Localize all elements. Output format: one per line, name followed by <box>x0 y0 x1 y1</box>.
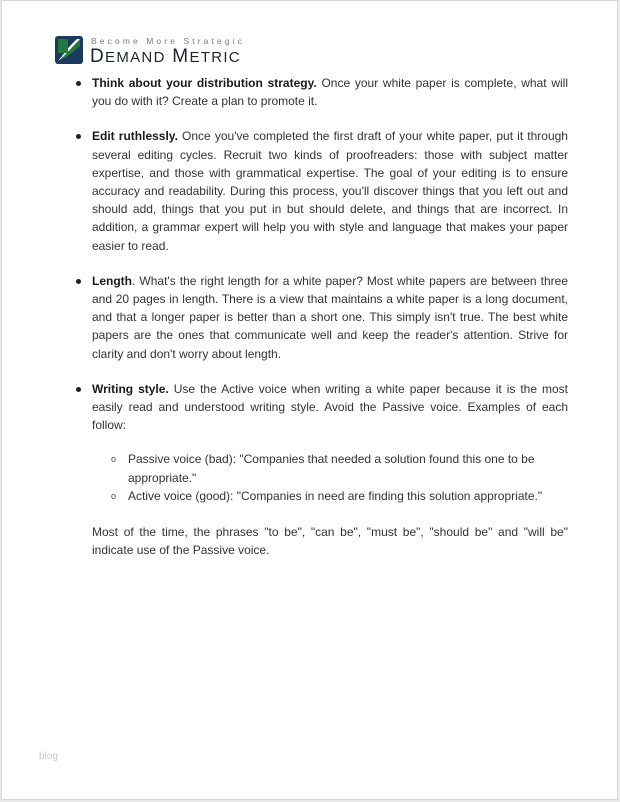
bullet-title: Edit ruthlessly. <box>92 129 178 144</box>
brand-second-rest: ETRIC <box>189 49 241 66</box>
bullet-item-distribution <box>92 74 568 110</box>
bullet-title: Length <box>92 273 132 288</box>
document-body <box>92 74 568 559</box>
document-page <box>1 0 618 800</box>
bullet-text: . What's the right length for a white paper? Most white papers are between three and 20 pages in length. There is a view that maintains a white paper is a long document, and that a longer paper is better than a short one. This simply isn't true. The best white papers are the ones that communicate well and keep the reader's attention. Strive for clarity and don't worry about length. <box>92 273 568 361</box>
voice-examples-list <box>92 450 568 505</box>
bullet-item-editing <box>92 127 568 254</box>
bullet-title: Think about your distribution strategy. <box>92 76 317 90</box>
bullet-item-length <box>92 272 568 363</box>
example-active-voice: o Active voice (good): "Companies in need are finding this solution appropriate." <box>128 487 568 505</box>
bullet-text: Once you've completed the first draft of your white paper, put it through several editing cycles. Recruit two kinds of proofreaders: those with subject matter expertise, and those with grammatical expertise. The goal of your editing is to ensure accuracy and readability. During this process, you'll discover things that you left out and should add, things that you put in but should delete, and things that are incorrect. In addition, a grammar expert will help you with style and language that makes your paper easier to read. <box>92 129 568 253</box>
brand-second-initial: M <box>172 46 190 67</box>
logo-tagline: Become More Strategic <box>91 36 245 46</box>
bullet-title: Writing style. <box>92 381 169 396</box>
brand-first-rest: EMAND <box>105 49 166 66</box>
watermark-text: blog <box>39 751 58 762</box>
demand-metric-logo <box>55 34 315 68</box>
closing-paragraph: Most of the time, the phrases "to be", "can be", "must be", "should be" and "will be" indicate use of the Passive voice. <box>92 525 568 558</box>
bullet-text: Use the Active voice when writing a white paper because it is the most easily read and understood writing style. Avoid the Passive voice. Examples of each follow: <box>92 381 568 433</box>
logo-mark-icon <box>55 36 83 64</box>
example-passive-voice: o Passive voice (bad): "Companies that needed a solution found this one to be appropriate." <box>128 450 568 486</box>
bullet-text: Once your white paper is complete, what will you do with it? Create a plan to promote it. <box>92 76 569 109</box>
brand-first-initial: D <box>90 46 106 67</box>
bullet-item-writing-style <box>92 380 568 435</box>
logo-wordmark <box>90 46 241 69</box>
